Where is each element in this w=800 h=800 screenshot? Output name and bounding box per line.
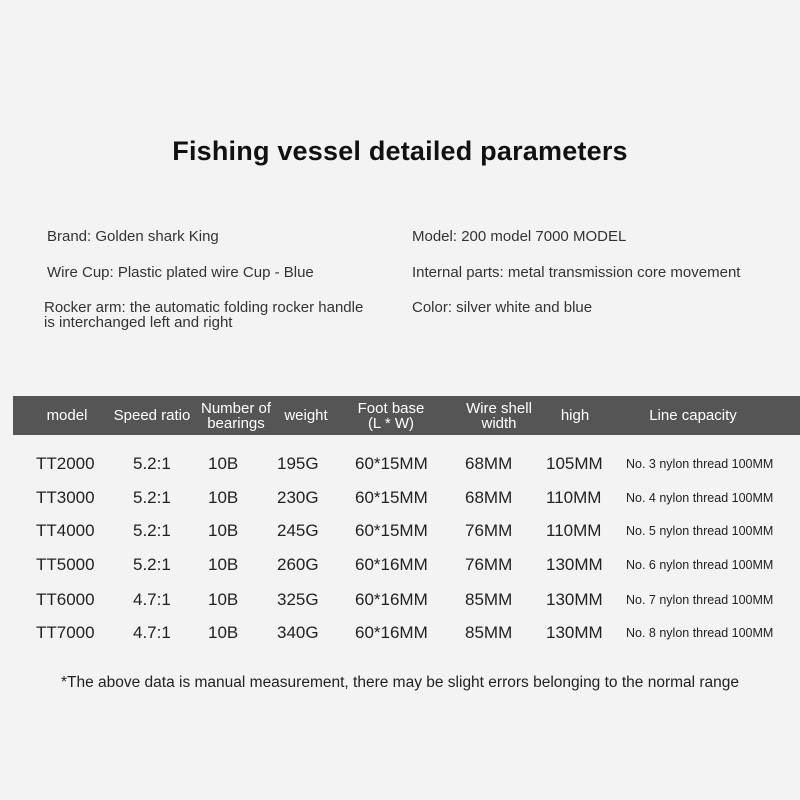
spec-rocker-line-2: is interchanged left and right xyxy=(44,314,233,331)
cell-speed-ratio: 5.2:1 xyxy=(133,454,171,473)
header-bearings xyxy=(196,396,276,435)
spec-internal-parts: Internal parts: metal transmission core movement xyxy=(412,264,741,281)
cell-model: TT5000 xyxy=(36,555,95,574)
cell-high: 130MM xyxy=(546,590,603,609)
cell-model: TT6000 xyxy=(36,590,95,609)
cell-high: 130MM xyxy=(546,623,603,642)
cell-speed-ratio: 4.7:1 xyxy=(133,623,171,642)
header-bearings-line-2: bearings xyxy=(207,414,265,432)
table-row xyxy=(0,623,800,643)
header-model: model xyxy=(46,407,88,424)
cell-speed-ratio: 5.2:1 xyxy=(133,521,171,540)
table-row xyxy=(0,488,800,508)
header-foot-base xyxy=(346,396,436,435)
cell-weight: 325G xyxy=(277,590,319,609)
spec-brand: Brand: Golden shark King xyxy=(47,228,219,245)
spec-rocker-line-1: Rocker arm: the automatic folding rocker handle xyxy=(44,299,364,316)
cell-model: TT3000 xyxy=(36,488,95,507)
cell-foot-base: 60*16MM xyxy=(355,590,428,609)
cell-wire-shell: 68MM xyxy=(465,454,513,473)
cell-foot-base: 60*16MM xyxy=(355,623,428,642)
cell-line-capacity: No. 4 nylon thread 100MM xyxy=(626,491,774,505)
cell-wire-shell: 76MM xyxy=(465,555,513,574)
cell-bearings: 10B xyxy=(208,590,239,609)
header-weight: weight xyxy=(284,407,328,424)
spec-rocker-arm xyxy=(44,300,363,330)
header-wire-shell-line-2: width xyxy=(481,414,517,432)
spec-color: Color: silver white and blue xyxy=(412,299,593,316)
footnote: *The above data is manual measurement, there may be slight errors belonging to the normal range xyxy=(60,674,740,691)
cell-high: 105MM xyxy=(546,454,603,473)
cell-wire-shell: 68MM xyxy=(465,488,513,507)
header-wire-shell xyxy=(457,396,541,435)
header-foot-base-line-1: Foot base xyxy=(357,399,425,417)
cell-high: 110MM xyxy=(546,521,602,540)
cell-line-capacity: No. 5 nylon thread 100MM xyxy=(626,524,774,538)
cell-bearings: 10B xyxy=(208,623,239,642)
cell-model: TT2000 xyxy=(36,454,95,473)
cell-line-capacity: No. 3 nylon thread 100MM xyxy=(626,457,774,471)
table-row xyxy=(0,555,800,575)
cell-speed-ratio: 5.2:1 xyxy=(133,488,171,507)
table-header xyxy=(13,396,800,435)
header-foot-base-line-2: (L * W) xyxy=(367,414,415,432)
cell-model: TT7000 xyxy=(36,623,95,642)
cell-line-capacity: No. 8 nylon thread 100MM xyxy=(626,626,774,640)
cell-foot-base: 60*15MM xyxy=(355,454,428,473)
cell-bearings: 10B xyxy=(208,454,239,473)
cell-high: 130MM xyxy=(546,555,603,574)
cell-weight: 245G xyxy=(277,521,319,540)
table-row xyxy=(0,590,800,610)
header-line-capacity: Line capacity xyxy=(649,407,737,424)
cell-bearings: 10B xyxy=(208,521,239,540)
cell-bearings: 10B xyxy=(208,488,239,507)
cell-speed-ratio: 4.7:1 xyxy=(133,590,171,609)
cell-wire-shell: 85MM xyxy=(465,623,513,642)
cell-bearings: 10B xyxy=(208,555,239,574)
header-high: high xyxy=(560,407,590,424)
header-wire-shell-line-1: Wire shell xyxy=(466,399,532,417)
cell-weight: 195G xyxy=(277,454,319,473)
cell-wire-shell: 85MM xyxy=(465,590,513,609)
cell-weight: 230G xyxy=(277,488,319,507)
spec-model: Model: 200 model 7000 MODEL xyxy=(412,228,627,245)
table-row xyxy=(0,521,800,541)
cell-speed-ratio: 5.2:1 xyxy=(133,555,171,574)
cell-foot-base: 60*16MM xyxy=(355,555,428,574)
cell-weight: 340G xyxy=(277,623,319,642)
cell-foot-base: 60*15MM xyxy=(355,521,428,540)
cell-line-capacity: No. 7 nylon thread 100MM xyxy=(626,593,774,607)
page-title: Fishing vessel detailed parameters xyxy=(172,136,628,166)
cell-line-capacity: No. 6 nylon thread 100MM xyxy=(626,558,774,572)
cell-foot-base: 60*15MM xyxy=(355,488,428,507)
cell-model: TT4000 xyxy=(36,521,95,540)
header-bearings-line-1: Number of xyxy=(200,399,272,417)
cell-weight: 260G xyxy=(277,555,319,574)
spec-wire-cup: Wire Cup: Plastic plated wire Cup - Blue xyxy=(47,264,314,281)
cell-high: 110MM xyxy=(546,488,602,507)
table-row xyxy=(0,454,800,474)
header-speed-ratio: Speed ratio xyxy=(113,407,191,424)
cell-wire-shell: 76MM xyxy=(465,521,513,540)
